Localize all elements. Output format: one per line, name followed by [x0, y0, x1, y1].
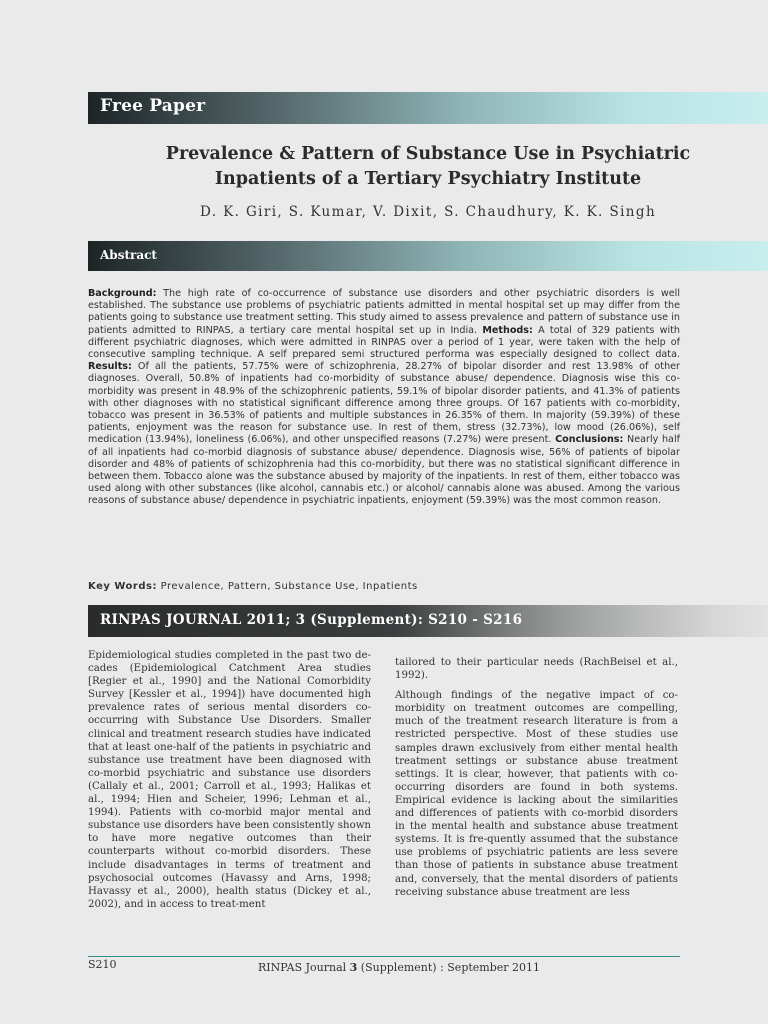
conclusions-text: Nearly half of all inpatients had co-morbid diagnosis of substance abuse/ dependence. Diagnosis wise, 56% of patients of bipolar disorder and 48% of patients of schizophrenia had this co-morbidity, but there was no statistical significant difference in between them. Tobacco alone was the substance abused by majority of the inpatients. In rest of them, either tobacco was used along with other substances (like alcohol, cannabis etc.) or alcohol/ cannabis alone was abused. Among the various reasons of substance abuse/ dependence in psychiatric inpatients, enjoyment (59.39%) was the most common reason.	[88, 434, 680, 507]
journal-citation: RINPAS JOURNAL 2011; 3 (Supplement): S210 - S216	[100, 612, 523, 628]
footer-journal-suffix: (Supplement) : September 2011	[357, 961, 541, 974]
body-paragraph: Although findings of the negative impact of co-morbidity on treatment outcomes are compelling, much of the treatment research literature is from a restricted perspective. Most of these studies use samples drawn exclusively from either mental health treatment settings or substance abuse treatment settings. It is clear, however, that patients with co-occurring disorders are found in both systems. Empirical evidence is lacking about the similarities and differences of patients with co-morbid disorders in the mental health and substance abuse treatment systems. It is fre-quently assumed that the substance use problems of psychiatric patients are less severe than those of patients in substance abuse treatment and, conversely, that the mental disorders of patients receiving substance abuse treatment are less	[395, 690, 678, 898]
methods-label: Methods:	[482, 324, 533, 336]
abstract-banner	[88, 241, 768, 271]
background-text: The high rate of co-occurrence of substance use disorders and other psychiatric disorders is well established. The substance use problems of psychiatric patients admitted in mental hospital set up may differ from the patients going to substance use treatment setting. This study aimed to assess prevalence and pattern of substance use in patients admitted to RINPAS, a tertiary care mental hospital set up in India.	[88, 288, 680, 336]
journal-citation-banner	[88, 605, 768, 637]
body-paragraph: tailored to their particular needs (RachBeisel et al., 1992).	[395, 657, 678, 682]
footer-divider	[88, 956, 680, 957]
footer-journal-volume: 3	[349, 961, 358, 974]
keywords-label: Key Words:	[88, 581, 157, 592]
page-number: S210	[88, 958, 117, 971]
methods-text: A total of 329 patients with different psychiatric diagnoses, which were admitted in RINPAS over a period of 1 year, were taken with the help of consecutive sampling technique. A self prepared semi structured performa was especially designed to collect data.	[88, 324, 680, 361]
abstract-heading: Abstract	[100, 248, 157, 262]
body-left-column	[88, 649, 371, 918]
title-line-2: Inpatients of a Tertiary Psychiatry Institute	[214, 169, 642, 189]
authors: D. K. Giri, S. Kumar, V. Dixit, S. Chaudhury, K. K. Singh	[199, 204, 657, 220]
results-label: Results:	[88, 361, 132, 373]
footer-journal-prefix: RINPAS Journal	[258, 961, 350, 974]
keywords	[88, 581, 680, 592]
paper-title	[88, 142, 768, 192]
conclusions-label: Conclusions:	[555, 434, 624, 446]
body-right-column	[395, 656, 678, 906]
keywords-text: Prevalence, Pattern, Substance Use, Inpatients	[156, 581, 418, 592]
footer-journal-info	[258, 961, 540, 974]
abstract-body	[88, 288, 680, 508]
body-paragraph: Epidemiological studies completed in the past two de-cades (Epidemiological Catchment Area studies [Regier et al., 1990] and the National Comorbidity Survey [Kessler et al., 1994]) have documented high prevalence rates of serious mental disorders co-occurring with Substance Use Disorders. Smaller clinical and treatment research studies have indicated that at least one-half of the patients in psychiatric and substance use treatment have been diagnosed with co-morbid psychiatric and substance use disorders (Callaly et al., 2001; Carroll et al., 1993; Halikas et al., 1994; Hien and Scheier, 1996; Lehman et al., 1994). Patients with co-morbid major mental and substance use disorders have been consistently shown to have more negative outcomes than their counterparts without co-morbid disorders. These include disadvantages in terms of treatment and psychosocial outcomes (Havassy and Arns, 1998; Havassy et al., 2000), health status (Dickey et al., 2002), and in access to treat-ment	[88, 650, 371, 910]
free-paper-banner	[88, 92, 768, 124]
results-text: Of all the patients, 57.75% were of schizophrenia, 28.27% of bipolar disorder and rest 13.98% of other diagnoses. Overall, 50.8% of inpatients had co-morbidity of substance abuse/ dependence. Diagnosis wise this co-morbidity was present in 48.9% of the schizophrenic patients, 59.1% of bipolar disorder patients, and 41.3% of patients with other diagnoses with no statistical significant difference among three groups. Of 167 patients with co-morbidity, tobacco was present in 36.53% of patients and multiple substances in 26.35% of them. In majority (59.39%) of these patients, enjoyment was the reason for substance use. In rest of them, stress (32.73%), low mood (26.06%), self medication (13.94%), loneliness (6.06%), and other unspecified reasons (7.27%) were present.	[88, 361, 680, 446]
section-label: Free Paper	[100, 96, 206, 116]
title-line-1: Prevalence & Pattern of Substance Use in Psychiatric	[165, 144, 691, 164]
background-label: Background:	[88, 288, 157, 299]
